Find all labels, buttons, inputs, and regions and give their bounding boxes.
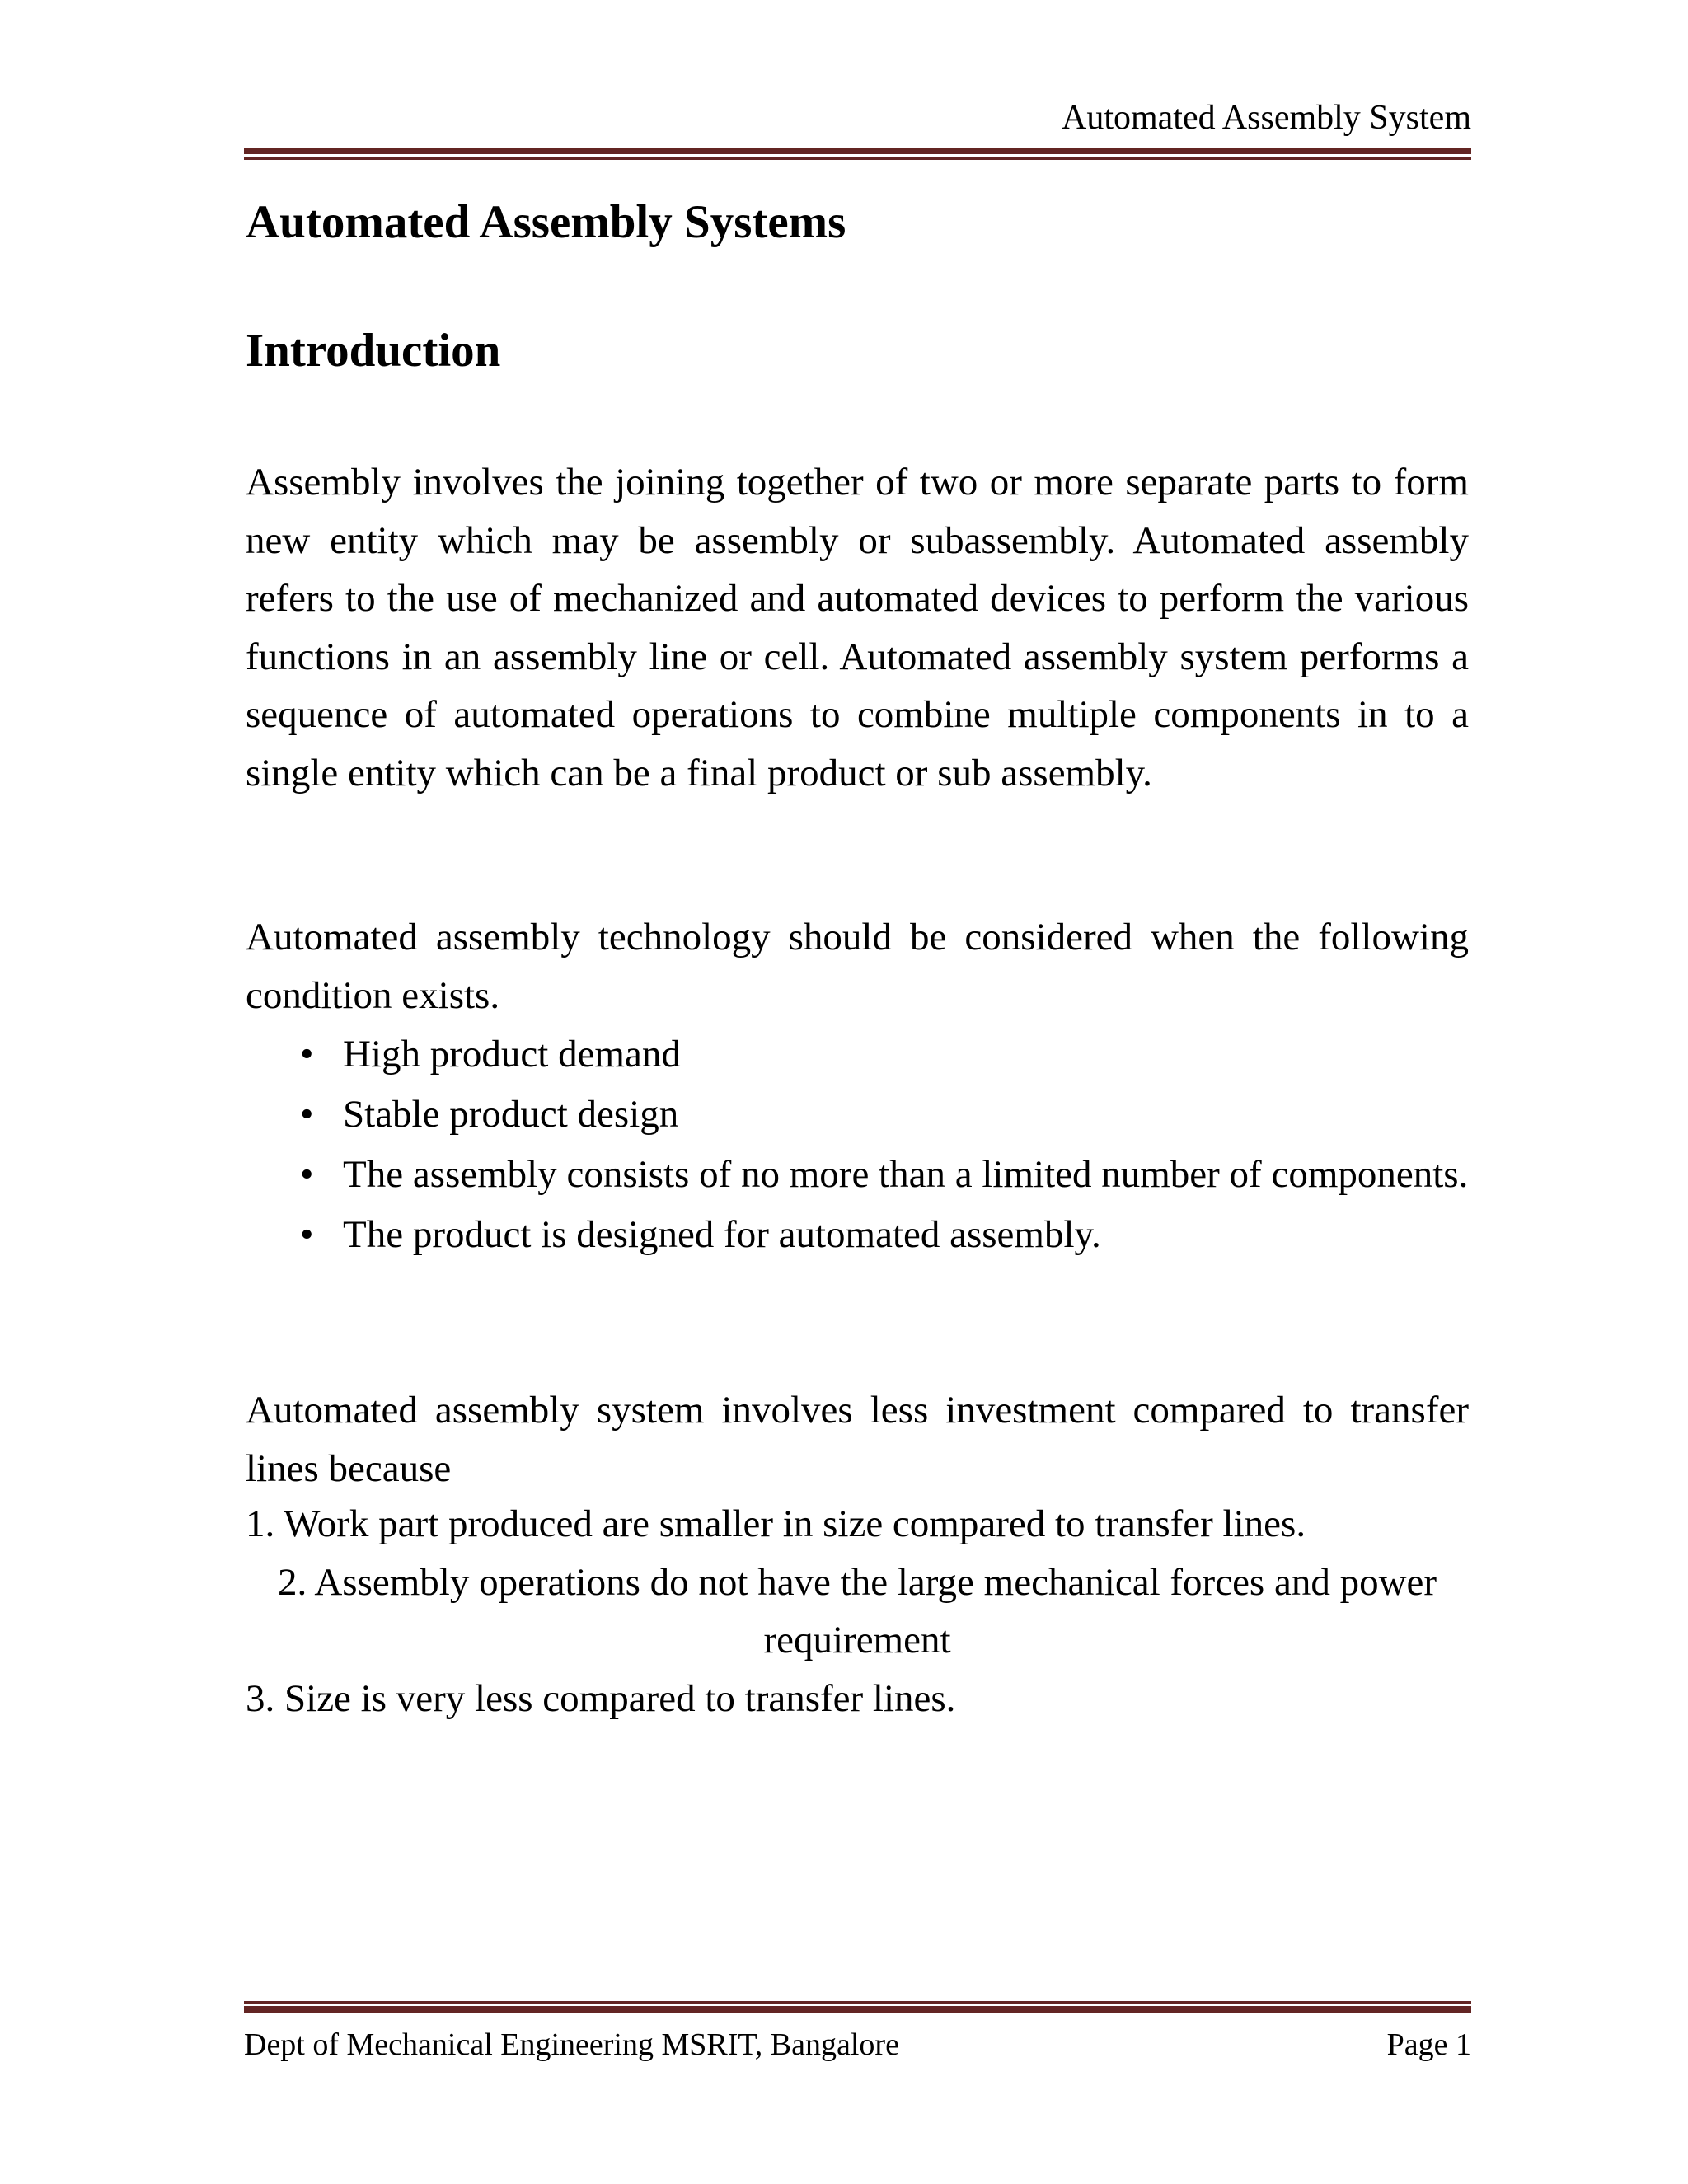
running-title: Automated Assembly System — [1062, 99, 1471, 137]
conditions-paragraph: Automated assembly technology should be considered when the following condition exists. — [246, 916, 1469, 1017]
numbered-item: 3. Size is very less compared to transfer lines. — [246, 1676, 956, 1720]
bullet-icon: • — [300, 1213, 314, 1256]
list-item — [246, 1025, 1469, 1084]
investment-paragraph: Automated assembly system involves less investment compared to transfer lines because — [246, 1389, 1469, 1490]
intro-paragraph: Assembly involves the joining together of two or more separate parts to form new entity which may be assembly or subassembly. Automated assembly refers to the use of mechanized and automated devices to perform the various functions in an assembly line or cell. Automated assembly system performs a sequence of automated operations to combine multiple components in to a single entity which can be a final product or sub assembly. — [246, 461, 1469, 794]
page-number: Page 1 — [1386, 2027, 1471, 2062]
bullet-text: The product is designed for automated assembly. — [343, 1213, 1101, 1256]
footer-department: Dept of Mechanical Engineering MSRIT, Bangalore — [244, 2027, 899, 2062]
header-rule-thick — [244, 148, 1471, 154]
bullet-text: The assembly consists of no more than a limited number of components. — [343, 1153, 1469, 1196]
numbered-item: 2. Assembly operations do not have the large mechanical forces and power requirement — [277, 1560, 1437, 1661]
bullet-text: Stable product design — [343, 1093, 679, 1136]
section-heading-introduction: Introduction — [246, 325, 501, 377]
page-footer — [244, 1994, 1471, 2093]
bullet-icon: • — [300, 1093, 314, 1136]
footer-rule-thick — [244, 2006, 1471, 2013]
bullet-icon: • — [300, 1033, 314, 1076]
list-item — [246, 1085, 1469, 1144]
footer-rule-thin — [244, 2001, 1471, 2004]
bullet-icon: • — [300, 1153, 314, 1196]
header-rule-thin — [244, 157, 1471, 160]
reasons-list — [246, 1495, 1469, 1727]
numbered-item: 1. Work part produced are smaller in size compared to transfer lines. — [246, 1502, 1306, 1545]
page-header — [244, 95, 1471, 161]
bullet-text: High product demand — [343, 1033, 681, 1076]
conditions-list — [246, 1025, 1469, 1266]
list-item — [246, 1146, 1469, 1204]
document-title: Automated Assembly Systems — [246, 196, 846, 248]
list-item — [246, 1206, 1469, 1264]
